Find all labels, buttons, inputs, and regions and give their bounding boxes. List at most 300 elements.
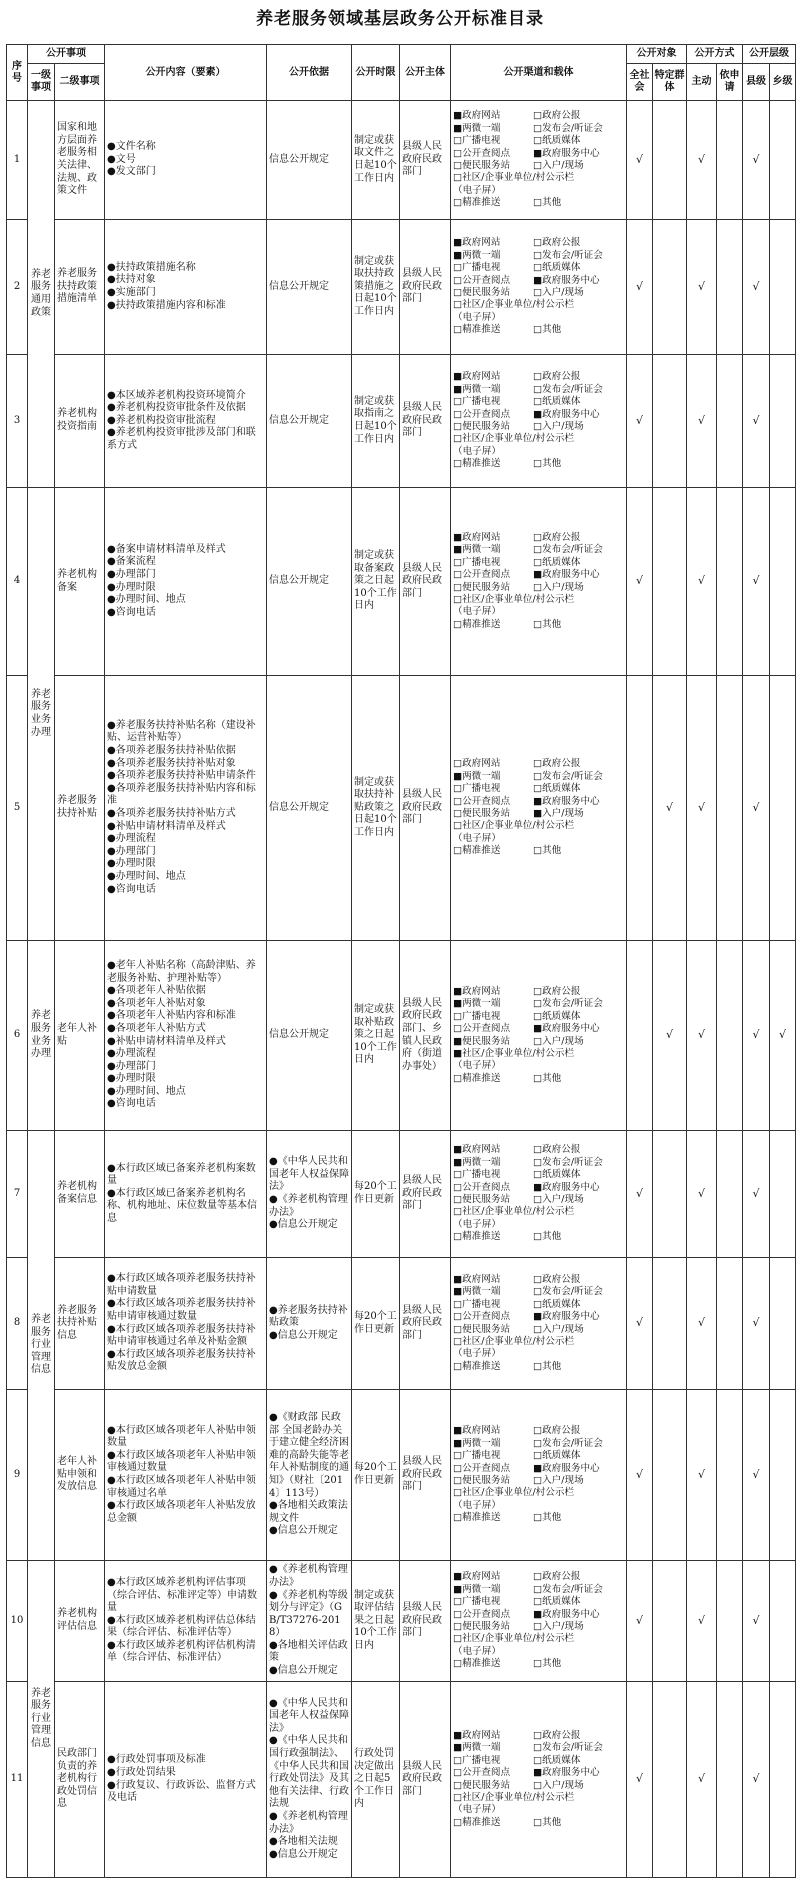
content-list [105,1258,267,1390]
content-line: ●本行政区域养老机构评估机构清单（综合评估、标准评估） [107,1639,256,1664]
disclosure-subject: 县级人民政府民政部门 [400,1682,451,1878]
content-line: ●本行政区域养老机构评估总体结果（综合评估、标准评估等） [107,1614,256,1639]
mode-active-mark: √ [687,488,717,676]
channel-option: □纸质媒体 [533,783,581,795]
page-title: 养老服务领域基层政务公开标准目录 [256,9,544,29]
channel-option: ■政府服务中心 [533,1181,600,1193]
content-line: ●扶持政策措施名称 [107,261,196,273]
channel-option: □发布会/听证会 [533,1583,603,1595]
level2-item: 老年人补贴 [55,941,105,1131]
channel-option: □公开查阅点 [453,795,511,807]
channel-option: □公开查阅点 [453,1181,511,1193]
channel-option: □社区/企事业单位/村公示栏 [453,593,575,605]
mode-request-mark [717,488,743,676]
channel-option: □便民服务站 [453,160,511,171]
channel-option: □社区/企事业单位/村公示栏 [453,172,575,184]
level-town-mark [770,1258,796,1390]
channel-option: ■政府网站 [453,237,501,249]
channel-option: □发布会/听证会 [533,770,603,782]
channel-option: （电子屏） [453,1804,501,1816]
content-line: ●办理时限 [107,858,156,870]
header-target-specific: 特定群体 [653,64,687,101]
channel-option: ■政府服务中心 [533,1767,600,1779]
content-list [105,1682,267,1878]
content-line: ●文号 [107,153,136,165]
content-line: ●办理部门 [107,568,156,580]
channel-option: ■政府服务中心 [533,1311,600,1323]
channel-option: □广播电视 [453,556,501,568]
channel-option: ■两微一端 [453,1156,501,1168]
disclosure-subject: 县级人民政府民政部门 [400,1390,451,1561]
channel-option: □广播电视 [453,1298,501,1310]
disclosure-subject: 县级人民政府民政部门 [400,1131,451,1258]
level1-item: 养老服务行业管理信息 [28,1561,55,1878]
channel-list [451,355,627,488]
basis-list [267,1390,352,1561]
mode-request-mark [717,1682,743,1878]
mode-active-mark: √ [687,941,717,1131]
channel-option: □精准推送 [453,1658,501,1670]
mode-request-mark [717,355,743,488]
content-line: ●养老机构投资审批涉及部门和联系方式 [107,427,256,451]
basis-line: ●《中华人民共和国老年人权益保障法》 [269,1156,349,1193]
channel-option: □公开查阅点 [453,569,511,581]
channel-option: （电子屏） [453,311,501,323]
channel-option: □精准推送 [453,197,501,209]
level1-item: 养老服务通用政策 [28,101,55,488]
basis-line: ●各地相关政策法规文件 [269,1500,348,1524]
level-town-mark [770,1390,796,1561]
channel-option: □政府公报 [533,1273,581,1285]
row-number: 4 [7,488,28,676]
table-row [7,941,796,1131]
header-basis: 公开依据 [267,45,352,101]
basis-line: ●信息公开规定 [269,1848,338,1860]
channel-option: （电子屏） [453,184,501,196]
basis-line: ●《养老机构管理办法》 [269,1564,348,1588]
channel-option: □政府公报 [533,985,581,997]
channel-option: □入户/现场 [533,1194,584,1205]
content-list [105,1561,267,1682]
channel-option: ■政府服务中心 [533,795,600,807]
mode-active-mark: √ [687,101,717,220]
basis-list [267,676,352,941]
level-county-mark: √ [743,1390,770,1561]
channel-list [451,1390,627,1561]
channel-option: □入户/现场 [533,1035,584,1047]
table-row [7,1131,796,1258]
row-number: 2 [7,220,28,355]
content-line: ●各项老年人补贴依据 [107,985,206,997]
content-line: ●办理部门 [107,845,156,857]
channel-option: □广播电视 [453,1010,501,1022]
target-specific-mark [653,1561,687,1682]
mode-active-mark: √ [687,1682,717,1878]
channel-option: □便民服务站 [453,1779,511,1791]
table-row [7,1390,796,1561]
channel-option: □政府公报 [533,110,581,122]
basis-line: ●信息公开规定 [269,1329,338,1341]
row-number: 6 [7,941,28,1131]
table-row [7,1682,796,1878]
basis-list [267,1561,352,1682]
level-county-mark: √ [743,1258,770,1390]
disclosure-time: 制定或获取扶持政策措施之日起10个工作日内 [352,220,400,355]
table-row [7,676,796,941]
channel-list [451,676,627,941]
mode-request-mark [717,1258,743,1390]
content-line: ●本行政区域养老机构评估事项（综合评估、标准评定等）申请数量 [107,1576,257,1614]
table-row [7,101,796,220]
content-line: ●本行政区域已备案养老机构案数量 [107,1162,256,1187]
channel-option: ■两微一端 [453,122,501,134]
content-list [105,101,267,220]
content-list [105,676,267,941]
mode-request-mark [717,676,743,941]
target-specific-mark [653,1682,687,1878]
content-line: ●各项老年人补贴对象 [107,997,206,1009]
disclosure-time: 制定或获取文件之日起10个工作日内 [352,101,400,220]
channel-option: ■两微一端 [453,770,501,782]
channel-option: □便民服务站 [453,581,511,593]
channel-option: □精准推送 [453,845,501,857]
channel-list [451,488,627,676]
header-time: 公开时限 [352,45,400,101]
basis-line: 信息公开规定 [269,801,329,813]
target-specific-mark [653,1390,687,1561]
level-county-mark: √ [743,355,770,488]
channel-option: ■政府服务中心 [533,1462,600,1474]
content-line: ●备案申请材料清单及样式 [107,543,226,555]
content-line: ●办理流程 [107,833,156,845]
channel-option: □入户/现场 [533,421,584,432]
basis-line: ●各地相关评估政策 [269,1639,348,1664]
header-level1: 一级事项 [28,64,55,101]
channel-option: □纸质媒体 [533,135,581,147]
disclosure-subject: 县级人民政府民政部门 [400,101,451,220]
table-row [7,488,796,676]
channel-option: ■两微一端 [453,1286,501,1298]
level-town-mark [770,355,796,488]
channel-option: ■政府网站 [453,531,501,543]
mode-active-mark: √ [687,1131,717,1258]
level2-item: 养老机构评估信息 [55,1561,105,1682]
channel-option: □广播电视 [453,262,501,274]
channel-option: □入户/现场 [533,1779,584,1791]
channel-option: □政府公报 [533,531,581,543]
channel-list [451,1561,627,1682]
content-line: ●补贴申请材料清单及样式 [107,1035,226,1047]
content-line: ●备案流程 [107,556,156,568]
mode-active-mark: √ [687,676,717,941]
disclosure-subject: 县级人民政府民政部门 [400,676,451,941]
target-all-mark: √ [627,355,653,488]
channel-option: □政府公报 [533,1571,581,1583]
channel-option: □社区/企事业单位/村公示栏 [453,1206,575,1218]
channel-option: □精准推送 [453,618,501,630]
channel-option: □公开查阅点 [453,1608,511,1620]
channel-option: □其他 [533,197,562,209]
channel-option: □精准推送 [453,1512,501,1524]
channel-option: ■政府服务中心 [533,274,600,286]
disclosure-subject: 县级人民政府民政部门 [400,1561,451,1682]
channel-option: □发布会/听证会 [533,1156,603,1168]
channel-option: □精准推送 [453,1816,501,1828]
content-line: ●咨询电话 [107,1098,156,1110]
channel-option: □政府公报 [533,1425,581,1437]
content-line: ●扶持对象 [107,274,156,286]
channel-option: □精准推送 [453,324,501,336]
mode-active-mark: √ [687,355,717,488]
content-list [105,220,267,355]
channel-option: □公开查阅点 [453,408,511,420]
channel-option: （电子屏） [453,606,501,618]
channel-list [451,1131,627,1258]
disclosure-time: 制定或获取补贴政策之日起10个工作日内 [352,941,400,1131]
channel-option: ■政府网站 [453,110,501,122]
channel-option: □入户/现场 [533,160,584,171]
channel-list [451,1682,627,1878]
channel-option: □广播电视 [453,1754,501,1766]
content-line: ●各项养老服务扶持补贴方式 [107,808,236,819]
channel-option: ■两微一端 [453,1437,501,1449]
channel-option: □公开查阅点 [453,1023,511,1035]
content-list [105,355,267,488]
row-number: 11 [7,1682,28,1878]
content-line: ●本行政区域各项养老服务扶持补贴申请审核通过数量 [107,1298,256,1322]
content-line: ●本行政区域各项养老服务扶持补贴申请数量 [107,1273,256,1297]
channel-option: □精准推送 [453,1072,501,1084]
disclosure-subject: 县级人民政府民政部门、乡镇人民政府（街道办事处） [400,941,451,1131]
channel-option: □社区/企事业单位/村公示栏 [453,1633,575,1645]
header-no: 序号 [7,45,28,101]
channel-option: □政府公报 [533,237,581,249]
content-line: ●实施部门 [107,287,156,298]
disclosure-subject: 县级人民政府民政部门 [400,1258,451,1390]
mode-active-mark: √ [687,1561,717,1682]
channel-option: ■政府服务中心 [533,1023,600,1035]
header-level-town: 乡级 [770,64,796,101]
disclosure-time: 制定或获取扶持补贴政策之日起10个工作日内 [352,676,400,941]
channel-option: □公开查阅点 [453,1311,511,1323]
content-line: ●办理时限 [107,1073,156,1085]
channel-option: ■两微一端 [453,249,501,261]
content-line: ●办理时间、地点 [107,594,186,606]
channel-option: □精准推送 [453,1231,501,1243]
level1-item: 养老服务业务办理 [28,488,55,941]
content-line: ●本行政区域各项老年人补贴申领审核通过数量 [107,1449,256,1474]
target-all-mark: √ [627,1561,653,1682]
channel-option: □其他 [533,1658,562,1670]
channel-option: （电子屏） [453,445,501,457]
level-town-mark: √ [770,941,796,1131]
channel-option: □纸质媒体 [533,1169,581,1181]
channel-option: □发布会/听证会 [533,122,603,134]
channel-option: □精准推送 [453,1360,501,1372]
basis-line: ●《养老机构等级划分与评定》（GB/T37276-2018） [269,1589,348,1639]
channel-option: ■两微一端 [453,998,501,1010]
channel-option: □社区/企事业单位/村公示栏 [453,299,575,311]
channel-option: □政府公报 [533,1144,581,1156]
content-line: ●各项养老服务扶持补贴依据 [107,745,236,757]
level-town-mark [770,1682,796,1878]
level-county-mark: √ [743,676,770,941]
content-line: ●本行政区域已备案养老机构名称、机构地址、床位数量等基本信息 [107,1187,257,1224]
header-level2: 二级事项 [55,64,105,101]
target-specific-mark [653,355,687,488]
content-line: ●行政复议、行政诉讼、监督方式及电话 [107,1779,256,1804]
disclosure-time: 制定或获取评估结果之日起10个工作日内 [352,1561,400,1682]
level2-item: 养老服务扶持补贴信息 [55,1258,105,1390]
basis-line: ●《养老机构管理办法》 [269,1810,348,1835]
channel-option: □纸质媒体 [533,1450,581,1462]
target-specific-mark [653,101,687,220]
channel-option: □其他 [533,845,562,857]
content-line: ●办理时限 [107,581,156,593]
level-county-mark: √ [743,1682,770,1878]
level2-item: 民政部门负责的养老机构行政处罚信息 [55,1682,105,1878]
channel-option: □便民服务站 [453,1194,511,1205]
content-line: ●本区域养老机构投资环境简介 [107,389,246,401]
channel-option: □纸质媒体 [533,1298,581,1310]
content-line: ●养老机构投资审批流程 [107,414,216,426]
target-all-mark: √ [627,1258,653,1390]
channel-option: □便民服务站 [453,1323,511,1335]
channel-option: □社区/企事业单位/村公示栏 [453,1335,575,1347]
channel-option: □精准推送 [453,458,501,470]
content-line: ●本行政区域各项老年人补贴发放总金额 [107,1500,256,1524]
channel-option: □入户/现场 [533,287,584,298]
basis-list [267,1682,352,1878]
content-line: ●本行政区域各项养老服务扶持补贴申请审核通过名单及补贴金额 [107,1323,256,1348]
table-row [7,355,796,488]
channel-option: □入户/现场 [533,1475,584,1486]
row-number: 8 [7,1258,28,1390]
header-channel: 公开渠道和载体 [451,45,627,101]
target-specific-mark [653,488,687,676]
channel-option: □社区/企事业单位/村公示栏 [453,820,575,832]
level-town-mark [770,676,796,941]
channel-option: □纸质媒体 [533,1010,581,1022]
channel-option: □其他 [533,1231,562,1243]
basis-line: 信息公开规定 [269,153,329,165]
content-line: ●办理流程 [107,1048,156,1060]
channel-option: □其他 [533,1360,562,1372]
row-number: 7 [7,1131,28,1258]
content-line: ●养老服务扶持补贴名称（建设补贴、运营补贴等） [107,719,256,744]
channel-option: □纸质媒体 [533,1596,581,1608]
channel-option: □广播电视 [453,1596,501,1608]
level-town-mark [770,220,796,355]
content-line: ●各项养老服务扶持补贴对象 [107,757,236,769]
basis-line: ●《财政部 民政部 全国老龄办关于建立健全经济困难的高龄失能等老年人补贴制度的通知》（财社〔2014〕113号） [269,1412,349,1499]
level2-item: 老年人补贴申领和发放信息 [55,1390,105,1561]
catalog-table [6,44,796,1878]
table-row [7,1561,796,1682]
channel-option: □广播电视 [453,1450,501,1462]
channel-option: □广播电视 [453,135,501,147]
channel-option: □纸质媒体 [533,556,581,568]
level1-item: 养老服务业务办理 [28,941,55,1131]
content-line: ●本行政区域各项老年人补贴申领数量 [107,1424,256,1449]
channel-option: □便民服务站 [453,1621,511,1632]
target-all-mark: √ [627,488,653,676]
channel-option: □其他 [533,1072,562,1084]
table-row [7,220,796,355]
channel-option: □其他 [533,458,562,470]
level2-item: 养老机构备案 [55,488,105,676]
channel-option: ■政府网站 [453,985,501,997]
target-all-mark: √ [627,1390,653,1561]
mode-active-mark: √ [687,220,717,355]
content-line: ●养老机构投资审批条件及依据 [107,402,246,414]
channel-option: □其他 [533,618,562,630]
level1-item: 养老服务行业管理信息 [28,1131,55,1561]
mode-request-mark [717,941,743,1131]
basis-line: ●各地相关法规 [269,1836,338,1848]
content-line: ●咨询电话 [107,883,156,895]
channel-option: □社区/企事业单位/村公示栏 [453,433,575,445]
header-level: 公开层级 [743,45,796,64]
basis-line: ●《中华人民共和国行政强制法》、《中华人民共和国行政处罚法》及其他有关法律、行政法规 [269,1735,349,1810]
header-target-all: 全社会 [627,64,653,101]
channel-list [451,1258,627,1390]
channel-option: ■政府网站 [453,1273,501,1285]
disclosure-subject: 县级人民政府民政部门 [400,355,451,488]
disclosure-time: 每20个工作日更新 [352,1390,400,1561]
channel-option: ■政府服务中心 [533,408,600,420]
content-list [105,488,267,676]
content-line: ●行政处罚事项及标准 [107,1754,206,1766]
channel-option: （电子屏） [453,1218,501,1230]
content-list [105,1390,267,1561]
channel-option: （电子屏） [453,1348,501,1360]
target-specific-mark: √ [653,676,687,941]
channel-option: ■政府服务中心 [533,147,600,159]
basis-line: ●信息公开规定 [269,1219,338,1231]
basis-line: ●养老服务扶持补贴政策 [269,1304,348,1329]
basis-line: 信息公开规定 [269,280,329,292]
channel-option: □公开查阅点 [453,1462,511,1474]
target-all-mark: √ [627,1131,653,1258]
basis-list [267,355,352,488]
content-line: ●行政处罚结果 [107,1766,176,1778]
header-mode-request: 依申请 [717,64,743,101]
table-row [7,1258,796,1390]
target-specific-mark [653,220,687,355]
catalog-body [7,101,796,1878]
channel-option: □公开查阅点 [453,147,511,159]
header-matter: 公开事项 [28,45,105,64]
channel-option: □发布会/听证会 [533,383,603,395]
channel-option: ■入户/现场 [533,808,584,819]
channel-option: ■两微一端 [453,383,501,395]
channel-option: □发布会/听证会 [533,249,603,261]
mode-active-mark: √ [687,1390,717,1561]
channel-option: （电子屏） [453,832,501,844]
content-line: ●咨询电话 [107,606,156,618]
header-level-county: 县级 [743,64,770,101]
level2-item: 养老服务扶持政策措施清单 [55,220,105,355]
disclosure-time: 行政处罚决定做出之日起5个工作日内 [352,1682,400,1878]
basis-list [267,220,352,355]
basis-line: 信息公开规定 [269,575,329,587]
channel-option: （电子屏） [453,1499,501,1511]
channel-option: □其他 [533,324,562,336]
channel-option: □入户/现场 [533,581,584,593]
target-specific-mark [653,1258,687,1390]
mode-request-mark [717,1131,743,1258]
